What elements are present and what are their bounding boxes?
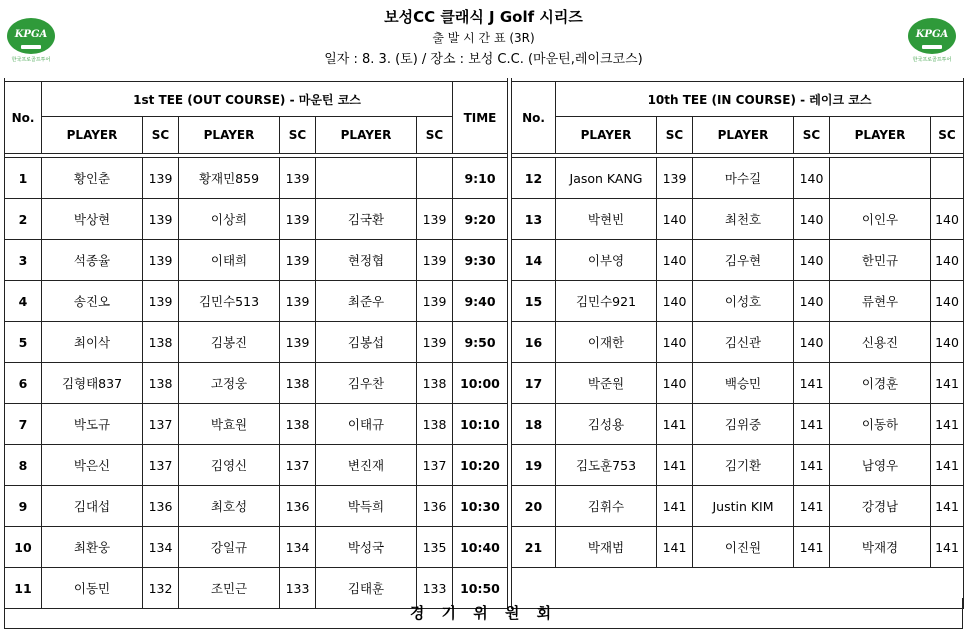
player-name: Justin KIM [693,486,794,527]
player-name: 백승민 [693,363,794,404]
player-score: 136 [143,486,179,527]
player-score: 139 [417,240,453,281]
tee-time: 10:50 [453,568,508,609]
document-header [0,0,967,78]
row-number: 9 [5,486,42,527]
player-score: 141 [931,527,964,568]
player-name: 석종율 [42,240,143,281]
player-score: 139 [417,199,453,240]
player-score: 138 [417,404,453,445]
player-score: 140 [931,240,964,281]
player-score: 134 [143,527,179,568]
time-header: TIME [453,82,508,154]
player-name: 박상현 [42,199,143,240]
player-score: 140 [794,158,830,199]
player-name: 박도규 [42,404,143,445]
player-score: 140 [657,240,693,281]
player-score: 138 [417,363,453,404]
player-score: 135 [417,527,453,568]
player-name: 박재경 [830,527,931,568]
player-name [830,158,931,199]
row-number: 19 [512,445,556,486]
player-name: 남영우 [830,445,931,486]
player-score: 140 [794,240,830,281]
player-name: 이상희 [179,199,280,240]
player-name: 박재범 [556,527,657,568]
player-score: 140 [657,281,693,322]
table-row [5,486,964,527]
row-number: 11 [5,568,42,609]
player-score: 139 [143,158,179,199]
player-name: 이진원 [693,527,794,568]
row-number: 16 [512,322,556,363]
player-name: 김봉진 [179,322,280,363]
kpga-logo-caption: 한국프로골프투어 [11,57,51,63]
player-name: 이성호 [693,281,794,322]
row-number: 3 [5,240,42,281]
sc-header: SC [931,117,964,154]
player-score: 140 [931,281,964,322]
player-score: 139 [417,322,453,363]
table-row [5,322,964,363]
player-score: 136 [280,486,316,527]
player-score: 141 [794,363,830,404]
player-score: 139 [280,158,316,199]
tee-time: 9:30 [453,240,508,281]
kpga-logo-text: KPGA [14,29,48,40]
tee-time-rows [5,158,964,609]
player-score: 137 [417,445,453,486]
player-name: 황재민859 [179,158,280,199]
player-name [316,158,417,199]
player-score [417,158,453,199]
player-name: 최준우 [316,281,417,322]
sc-header: SC [417,117,453,154]
sc-header: SC [280,117,316,154]
player-score: 141 [794,527,830,568]
kpga-logo-emblem [908,18,956,54]
table-row [5,445,964,486]
row-number: 5 [5,322,42,363]
player-name: 김민수921 [556,281,657,322]
player-score: 138 [280,404,316,445]
no-header: No. [5,82,42,154]
player-name: 최이삭 [42,322,143,363]
player-name: 김우찬 [316,363,417,404]
player-name: 박준원 [556,363,657,404]
table-row [5,158,964,199]
kpga-logo-caption: 한국프로골프투어 [912,57,952,63]
player-name: 황인춘 [42,158,143,199]
row-number: 7 [5,404,42,445]
player-score: 141 [931,404,964,445]
player-name: 김성용 [556,404,657,445]
player-score: 139 [280,240,316,281]
row-number: 17 [512,363,556,404]
tee-group-header [5,82,964,117]
player-header: PLAYER [693,117,794,154]
row-number: 20 [512,486,556,527]
player-score: 140 [657,322,693,363]
player-name: 김봉섭 [316,322,417,363]
player-header: PLAYER [316,117,417,154]
player-name: 최천호 [693,199,794,240]
player-name: 김위중 [693,404,794,445]
player-name: 최호성 [179,486,280,527]
row-number: 6 [5,363,42,404]
player-name: 최환웅 [42,527,143,568]
player-name: 이부영 [556,240,657,281]
player-score: 141 [931,445,964,486]
player-name: 류현우 [830,281,931,322]
player-score: 140 [931,199,964,240]
player-score: 133 [417,568,453,609]
player-name: 이태희 [179,240,280,281]
player-score: 140 [657,363,693,404]
no-header-in: No. [512,82,556,154]
player-score: 140 [931,322,964,363]
player-score: 139 [417,281,453,322]
tee-time: 10:20 [453,445,508,486]
player-name: 이태규 [316,404,417,445]
player-score: 141 [657,486,693,527]
player-score: 141 [794,445,830,486]
tee-time: 10:10 [453,404,508,445]
tee-time-table [4,78,964,609]
kpga-logo-ribbon [922,45,942,49]
row-number: 10 [5,527,42,568]
tee-time: 9:40 [453,281,508,322]
player-score: 140 [794,199,830,240]
player-score: 134 [280,527,316,568]
player-score: 140 [657,199,693,240]
player-score: 138 [280,363,316,404]
player-name: 마수길 [693,158,794,199]
sc-header: SC [657,117,693,154]
kpga-logo-right [906,18,958,70]
player-name: 김영신 [179,445,280,486]
player-score: 139 [280,199,316,240]
player-name: 이동민 [42,568,143,609]
table-row [5,281,964,322]
player-name: 김휘수 [556,486,657,527]
player-name: 강경남 [830,486,931,527]
row-number: 4 [5,281,42,322]
player-score: 139 [143,281,179,322]
player-name: 김신관 [693,322,794,363]
player-name: Jason KANG [556,158,657,199]
tee-time: 9:20 [453,199,508,240]
table-row [5,404,964,445]
table-row [5,240,964,281]
table-row [5,199,964,240]
tee-time: 9:50 [453,322,508,363]
player-score: 141 [657,445,693,486]
player-name: 김기환 [693,445,794,486]
player-name: 강일규 [179,527,280,568]
player-score: 139 [143,199,179,240]
player-name: 김대섭 [42,486,143,527]
player-score: 132 [143,568,179,609]
player-name: 박성국 [316,527,417,568]
player-score: 137 [280,445,316,486]
player-name: 박현빈 [556,199,657,240]
player-header: PLAYER [42,117,143,154]
out-course-header: 1st TEE (OUT COURSE) - 마운틴 코스 [42,82,453,117]
player-score: 133 [280,568,316,609]
table-row [5,527,964,568]
player-score [931,158,964,199]
player-score: 136 [417,486,453,527]
committee-footer: 경 기 위 원 회 [4,598,963,629]
player-score: 141 [794,404,830,445]
player-score: 139 [657,158,693,199]
player-score: 137 [143,404,179,445]
player-score: 138 [143,363,179,404]
player-score: 141 [931,486,964,527]
player-name: 이재한 [556,322,657,363]
sc-header: SC [794,117,830,154]
player-name: 김태훈 [316,568,417,609]
player-name: 이경훈 [830,363,931,404]
player-name: 이인우 [830,199,931,240]
tournament-title: 보성CC 클래식 J Golf 시리즈 [384,8,583,26]
row-number: 15 [512,281,556,322]
table-row [5,363,964,404]
player-name: 현정협 [316,240,417,281]
player-score: 141 [657,527,693,568]
player-name: 김민수513 [179,281,280,322]
player-score: 139 [280,322,316,363]
row-number: 8 [5,445,42,486]
player-name: 박은신 [42,445,143,486]
tee-time: 10:30 [453,486,508,527]
schedule-subtitle: 출 발 시 간 표 (3R) [432,31,535,45]
player-score: 138 [143,322,179,363]
player-score: 141 [931,363,964,404]
player-name: 변진재 [316,445,417,486]
player-score: 141 [657,404,693,445]
row-number: 21 [512,527,556,568]
player-header: PLAYER [556,117,657,154]
player-name: 김국환 [316,199,417,240]
tee-time: 10:40 [453,527,508,568]
date-venue-info: 일자 : 8. 3. (토) / 장소 : 보성 C.C. (마운틴,레이크코스) [324,52,643,67]
player-name: 김우현 [693,240,794,281]
player-name: 박효원 [179,404,280,445]
tee-time: 9:10 [453,158,508,199]
player-name: 조민근 [179,568,280,609]
player-name: 신용진 [830,322,931,363]
player-score: 139 [280,281,316,322]
row-number: 1 [5,158,42,199]
player-name: 고정웅 [179,363,280,404]
player-score: 140 [794,281,830,322]
row-number: 12 [512,158,556,199]
sc-header: SC [143,117,179,154]
tee-time: 10:00 [453,363,508,404]
kpga-logo-text: KPGA [915,29,949,40]
player-score: 141 [794,486,830,527]
in-course-header: 10th TEE (IN COURSE) - 레이크 코스 [556,82,964,117]
player-score: 139 [143,240,179,281]
player-header: PLAYER [179,117,280,154]
row-number: 13 [512,199,556,240]
player-name: 한민규 [830,240,931,281]
player-score: 140 [794,322,830,363]
row-number: 14 [512,240,556,281]
row-number: 2 [5,199,42,240]
player-name: 박득희 [316,486,417,527]
row-number: 18 [512,404,556,445]
player-name: 김도훈753 [556,445,657,486]
player-name: 이동하 [830,404,931,445]
player-name: 송진오 [42,281,143,322]
player-name: 김형태837 [42,363,143,404]
player-header: PLAYER [830,117,931,154]
player-score: 137 [143,445,179,486]
